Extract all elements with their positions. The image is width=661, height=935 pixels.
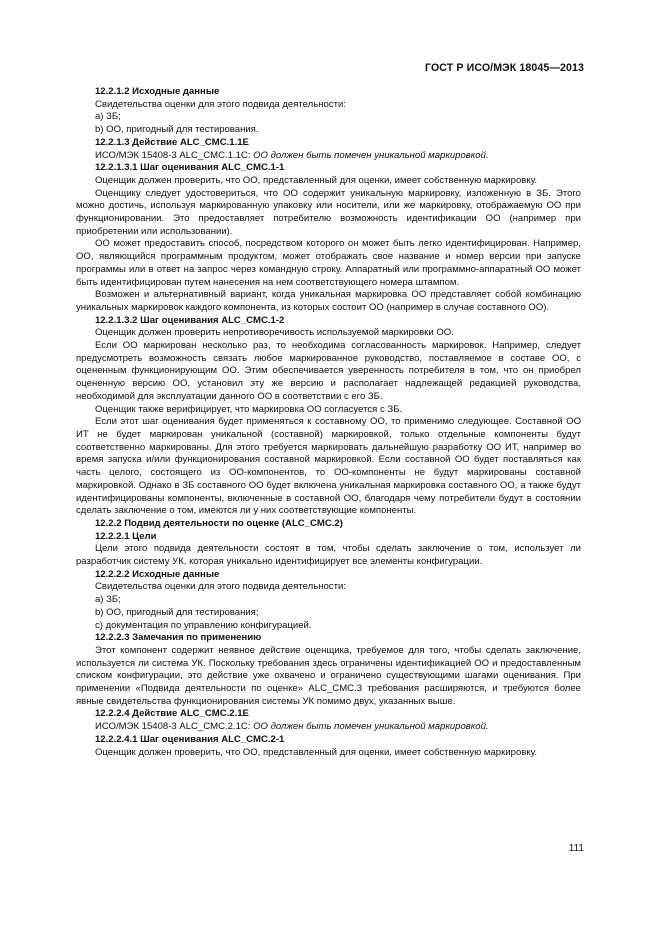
text-run: Возможен и альтернативный вариант, когда уникальная маркировка ОО представляет собой комбинацию уникальных маркировок каждого компонента, из которых состоит ОО (например в случае составного ОО). [76,289,581,313]
section-heading [76,569,581,582]
italic-text-run: ОО должен быть помечен уникальной маркировкой. [253,721,489,733]
text-run: ИСО/МЭК 15408-3 ALC_CMC.1.1C: [95,149,254,161]
text-run: 12.2.2.3 Замечания по применению [95,632,262,644]
text-run: ОО может предоставить способ, посредством которого он может быть легко идентифицирован. Например, ОО, являющийся программным продуктом, может отображать свое название и номер версии при запуске программы или в ответ на запрос через командную строку. Аппаратный или программно-аппаратный ОО может быть идентифицирован путем нанесения на нем соответствующего номера штампом. [76,238,581,288]
paragraph [76,747,581,760]
section-heading [76,708,581,721]
italic-text-run: ОО должен быть помечен уникальной маркировкой. [253,149,489,161]
paragraph [76,404,581,417]
paragraph [76,289,581,314]
section-heading [76,137,581,150]
page-header: ГОСТ Р ИСО/МЭК 18045—2013 [425,62,584,74]
text-run: b) ОО, пригодный для тестирования; [95,606,259,618]
text-run: 12.2.2 Подвид деятельности по оценке (ALC_CMC.2) [95,517,343,529]
text-run: Цели этого подвида деятельности состоят в том, чтобы сделать заключение о том, использует ли разработчик систему УК, которая уникально идентифицирует все элементы конфигурации. [76,543,581,568]
text-run: Если ОО маркирован несколько раз, то необходима согласованность маркировок. Например, следует предусмотреть возможность связать любое маркированное руководство, поставляемое в составе ОО, с оцененным функционирующим ОО. Этим обеспечивается уверенность потребителя в том, что он приобрел оцененную версию ОО, установил эту же версию и располагает надлежащей редакцией руководства, необходимой для эксплуатации данного ОО в соответствии с его ЗБ. [76,340,581,402]
section-heading [76,86,581,99]
paragraph [76,645,581,709]
text-run: 12.2.1.3 Действие ALC_CMC.1.1E [95,136,249,148]
text-run: 12.2.2.4 Действие ALC_CMC.2.1E [95,708,249,720]
list-item [76,150,581,163]
list-item [76,99,581,112]
text-run: Оценщик должен проверить, что ОО, представленный для оценки, имеет собственную маркировку. [95,174,538,186]
text-run: Этот компонент содержит неявное действие оценщика, требуемое для того, чтобы сделать заключение, используется ли система УК. Поскольку требования здесь ограничены идентификацией ОО и предоставленным списком конфигурации, это действие уже охвачено и ограничено существующими шагами оценивания. При применении «Подвида деятельности по оценке» ALC_CMC.3 требования расширяются, и требуются более явные свидетельства функционирования системы УК помимо двух, указанных выше. [76,644,581,707]
text-run: 12.2.1.3.1 Шаг оценивания ALC_CMC.1-1 [95,162,285,174]
text-run: Оценщик должен проверить непротиворечивость используемой маркировки ОО. [95,327,454,339]
text-run: 12.2.2.1 Цели [95,530,157,542]
page-number: 111 [568,843,584,854]
list-item [76,581,581,594]
text-run: c) документация по управлению конфигурацией. [95,619,312,631]
list-item [76,721,581,734]
text-run: a) ЗБ; [95,111,121,123]
text-run: Свидетельства оценки для этого подвида деятельности: [95,98,346,110]
list-item [76,124,581,137]
text-run: ИСО/МЭК 15408-3 ALC_CMC.2.1C: [95,721,254,733]
section-heading [76,632,581,645]
text-run: b) ОО, пригодный для тестирования. [95,124,259,136]
text-run: 12.2.2.2 Исходные данные [95,568,220,580]
list-item [76,607,581,620]
text-run: Если этот шаг оценивания будет применяться к составному ОО, то применимо следующее. Составной ОО ИТ не будет маркирован уникальной (составной) маркировкой, только отдельные компоненты будут соответственно маркированы. Для этого требуется маркировать дальнейшую разработку ОО ИТ, например во время запуска и/или функционирования составной маркировкой. Если составной ОО будет поставляться как часть целого, состоящего из ОО-компонентов, то ОО-компоненты не будут маркированы составной маркировкой. Однако в ЗБ составного ОО будет включена уникальная маркировка составного ОО, а также будут идентифицированы компоненты, включенные в составной ОО, благодаря чему потребители будут в состоянии сделать заключение о том, имеются ли у них соответствующие компоненты. [76,416,581,517]
text-run: 12.2.1.2 Исходные данные [95,86,220,97]
text-run: Свидетельства оценки для этого подвида деятельности: [95,581,346,593]
list-item [76,111,581,124]
section-heading [76,734,581,747]
section-heading [76,518,581,531]
section-heading [76,531,581,544]
list-item [76,594,581,607]
text-run: 12.2.2.4.1 Шаг оценивания ALC_CMC.2-1 [95,733,285,745]
paragraph [76,175,581,188]
paragraph [76,238,581,289]
text-run: a) ЗБ; [95,594,121,606]
list-item [76,620,581,633]
paragraph [76,543,581,568]
paragraph [76,327,581,340]
paragraph [76,416,581,518]
document-body [76,86,581,759]
text-run: Оценщику следует удостовериться, что ОО содержит уникальную маркировку, изложенную в ЗБ. Этого можно достичь, используя маркированную упаковку или носители, или же маркировку, отображаемую ОО при функционировании. Это предоставляет потребителю возможность идентификации ОО (например при приобретении или использовании). [76,187,581,237]
section-heading [76,162,581,175]
section-heading [76,315,581,328]
text-run: Оценщик должен проверить, что ОО, представленный для оценки, имеет собственную маркировку. [95,746,538,758]
text-run: Оценщик также верифицирует, что маркировка ОО согласуется с ЗБ. [95,403,403,415]
paragraph [76,188,581,239]
text-run: 12.2.1.3.2 Шаг оценивания ALC_CMC.1-2 [95,314,285,326]
paragraph [76,340,581,404]
